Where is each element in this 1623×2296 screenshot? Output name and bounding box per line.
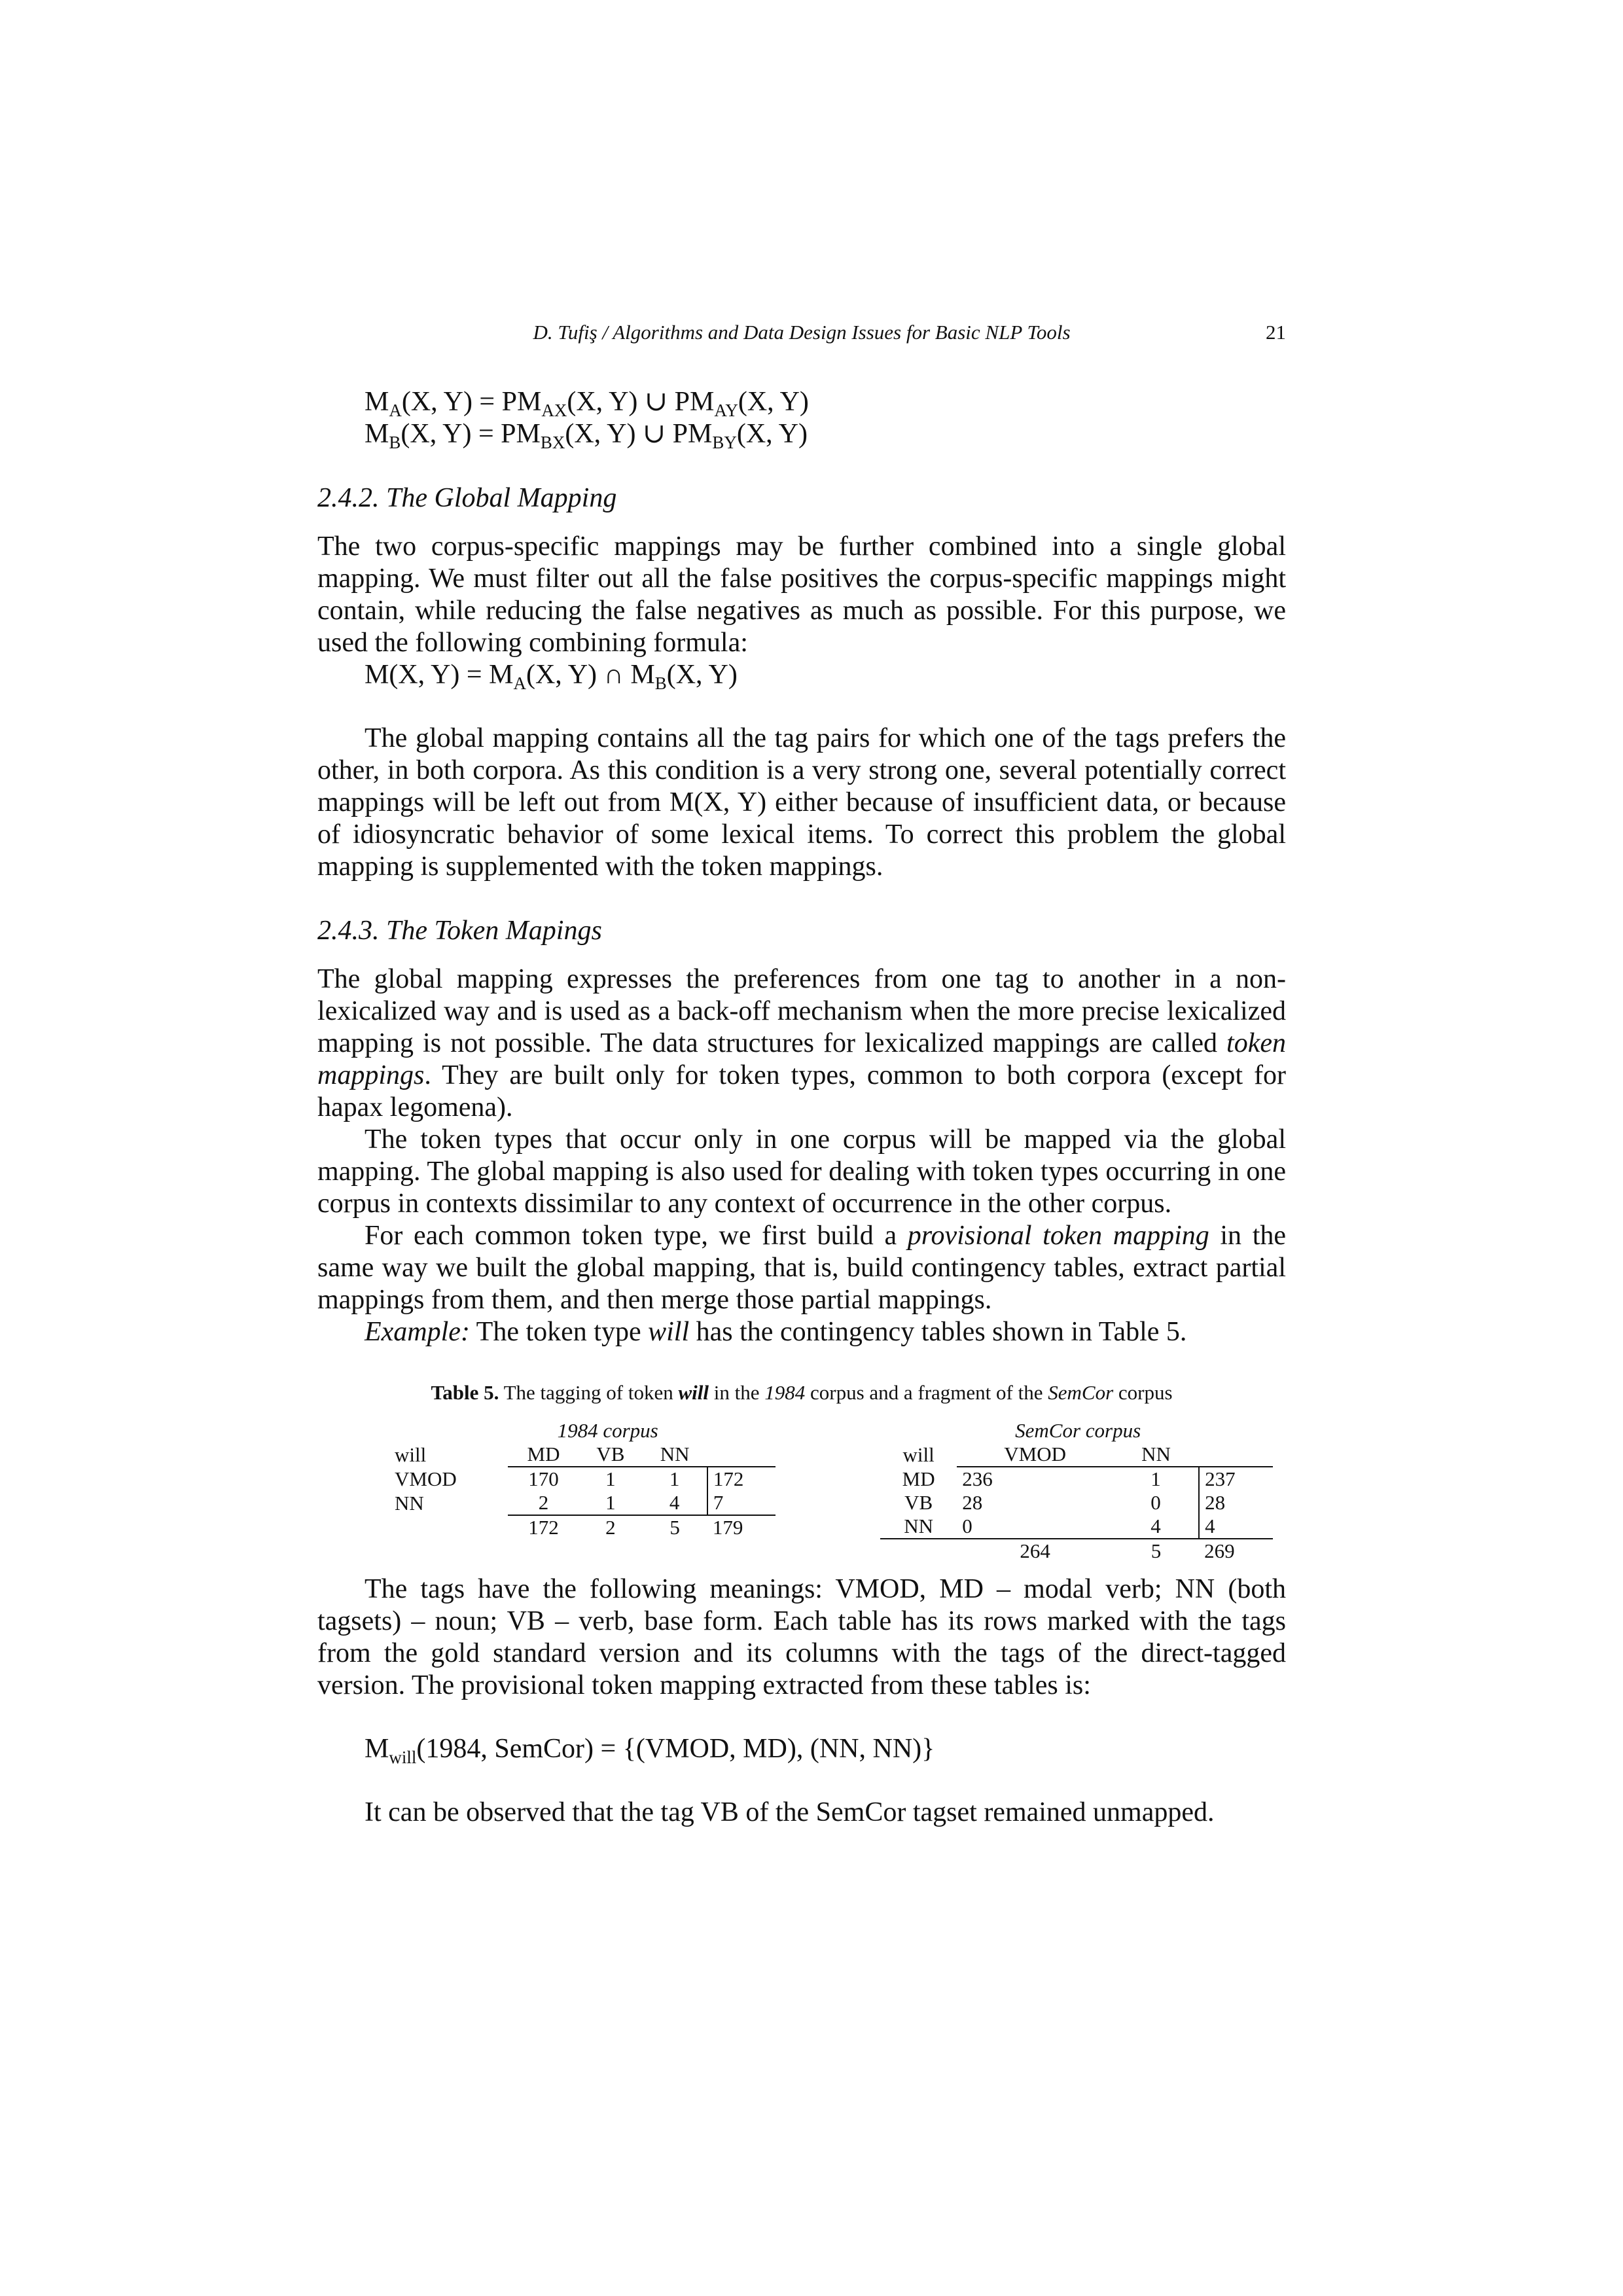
column-header: NN <box>642 1443 707 1467</box>
caption-emphasis: 1984 <box>764 1381 806 1404</box>
table-corner-label: will <box>395 1443 427 1466</box>
grand-total: 179 <box>707 1515 776 1539</box>
table-title: 1984 corpus <box>557 1419 658 1442</box>
contingency-tables <box>317 1419 1286 1562</box>
table-cell <box>1199 1419 1273 1443</box>
text-run: in the same way we built the global mapping, that is, build contingency tables, extract partial mappings from them, and then merge those partial mappings. <box>317 1221 1287 1315</box>
running-head-title: D. Tufiş / Algorithms and Data Design Issues for Basic NLP Tools <box>533 321 1071 344</box>
table-cell <box>707 1443 776 1467</box>
formula-global-mapping <box>317 659 1286 691</box>
contingency-table-1984 <box>389 1419 776 1539</box>
formula-text: M(X, Y) = M <box>365 660 514 690</box>
formula-subscript: AX <box>541 401 567 420</box>
table-row <box>880 1467 1273 1491</box>
formula-subscript: will <box>389 1748 417 1767</box>
text-run: For each common token type, we first build a <box>365 1221 908 1251</box>
table-cell <box>880 1419 957 1443</box>
table-cell <box>707 1419 776 1443</box>
row-header: VMOD <box>395 1467 457 1490</box>
table-cell: 1 <box>669 1467 680 1490</box>
formula-text: (X, Y) <box>736 419 808 449</box>
table-row-totals <box>389 1515 776 1539</box>
emphasis: token mappings <box>317 1028 1286 1090</box>
table-row <box>389 1467 776 1491</box>
page-body <box>317 386 1286 1829</box>
table-cell: 1 <box>1150 1467 1161 1490</box>
table-row <box>880 1515 1273 1539</box>
page-number: 21 <box>1266 321 1286 344</box>
table-cell: 236 <box>962 1467 993 1490</box>
paragraph: The global mapping contains all the tag pairs for which one of the tags prefers the other, in both corpora. As this condition is a very strong one, several potentially correct mappings will be left out from M(X, Y) either because of insufficient data, or because of idiosyncratic behavior of some lexical items. To correct this problem the global mapping is supplemented with the token mappings. <box>317 723 1286 882</box>
formula-subscript: B <box>389 433 401 452</box>
table-cell: 0 <box>1150 1491 1161 1514</box>
column-header: MD <box>508 1443 579 1467</box>
table-cell <box>1199 1443 1273 1467</box>
table-row <box>880 1491 1273 1515</box>
table-cell <box>880 1539 957 1563</box>
table-title: SemCor corpus <box>1015 1419 1141 1442</box>
row-header: NN <box>395 1492 424 1515</box>
emphasis: provisional token mapping <box>907 1221 1209 1251</box>
formula-text: (X, Y) ∩ M <box>526 660 655 690</box>
table-cell: 4 <box>1150 1515 1161 1537</box>
section-heading-global-mapping: 2.4.2. The Global Mapping <box>317 483 617 513</box>
formula-text: M <box>365 419 389 449</box>
paragraph <box>317 963 1286 1124</box>
column-header: VB <box>579 1443 643 1467</box>
formula-text: (X, Y) = PM <box>401 387 542 417</box>
caption-label: Table 5. <box>431 1381 499 1404</box>
grand-total: 269 <box>1199 1539 1273 1563</box>
text-run: has the contingency tables shown in Table 5. <box>689 1317 1187 1347</box>
row-total: 28 <box>1199 1491 1273 1515</box>
table-cell <box>389 1515 508 1539</box>
column-header: VMOD <box>957 1443 1113 1467</box>
table-cell: 170 <box>528 1467 559 1490</box>
row-total: 7 <box>707 1491 776 1515</box>
caption-text: The tagging of token <box>499 1381 679 1404</box>
row-header: VB <box>904 1491 933 1514</box>
column-total: 5 <box>642 1515 707 1539</box>
table-5 <box>317 1380 1286 1562</box>
section-heading-token-mappings: 2.4.3. The Token Mapings <box>317 916 602 946</box>
table-corner-label: will <box>902 1443 935 1466</box>
paragraph <box>317 1220 1286 1316</box>
formula-text: M <box>365 1734 389 1764</box>
table-row <box>389 1491 776 1515</box>
formula-text: (X, Y) = PM <box>401 419 541 449</box>
row-total: 4 <box>1199 1515 1273 1539</box>
formula-subscript: B <box>654 673 667 693</box>
text-run: . They are built only for token types, common to both corpora (except for hapax legomena). <box>317 1060 1286 1122</box>
formula-ma <box>317 386 1286 418</box>
column-header: NN <box>1113 1443 1199 1467</box>
formula-text: (X, Y) <box>738 387 809 417</box>
table-cell: 0 <box>962 1515 972 1537</box>
table-cell: 1 <box>605 1467 616 1490</box>
formula-text: (X, Y) ∪ PM <box>567 387 715 417</box>
paragraph: The tags have the following meanings: VMOD, MD – modal verb; NN (both tagsets) – noun; VB – verb, base form. Each table has its rows marked with the tags from the gold standard version and its columns with the tags of the direct-tagged version. The provisional token mapping extracted from these tables is: <box>317 1574 1286 1700</box>
column-total: 264 <box>957 1539 1113 1563</box>
formula-subscript: A <box>513 673 526 693</box>
caption-text: corpus <box>1113 1381 1173 1404</box>
formula-subscript: A <box>389 401 402 420</box>
column-total: 5 <box>1113 1539 1199 1563</box>
formula-text: (1984, SemCor) = {(VMOD, MD), (NN, NN)} <box>416 1734 935 1764</box>
emphasis: will <box>648 1317 690 1347</box>
column-total: 2 <box>579 1515 643 1539</box>
row-total: 237 <box>1199 1467 1273 1491</box>
table-cell: 2 <box>538 1491 549 1514</box>
formula-text: M <box>365 387 389 417</box>
formula-block-ma-mb <box>317 386 1286 450</box>
formula-subscript: AY <box>714 401 738 420</box>
table-caption <box>317 1380 1286 1406</box>
paragraph: The two corpus-specific mappings may be further combined into a single global mapping. We must filter out all the false positives the corpus-specific mappings might contain, while reducing the false negatives as much as possible. For this purpose, we used the following combining formula: <box>317 531 1286 658</box>
table-cell <box>389 1419 508 1443</box>
caption-emphasis: will <box>678 1381 709 1404</box>
text-run: The global mapping expresses the preferences from one tag to another in a non-lexicalized way and is used as a back-off mechanism when the more precise lexicalized mapping is not possible. The data structures for lexicalized mappings are called <box>317 964 1286 1058</box>
formula-text: (X, Y) ∪ PM <box>565 419 713 449</box>
paragraph: The token types that occur only in one corpus will be mapped via the global mapping. The global mapping is also used for dealing with token types occurring in one corpus in contexts dissimilar to any context of occurrence in the other corpus. <box>317 1124 1286 1219</box>
formula-token-mapping <box>317 1733 1286 1765</box>
table-cell: 4 <box>669 1491 680 1514</box>
formula-subscript: BY <box>712 433 737 452</box>
row-header: MD <box>902 1467 935 1490</box>
paragraph: It can be observed that the tag VB of the SemCor tagset remained unmapped. <box>365 1797 1215 1827</box>
formula-subscript: BX <box>540 433 565 452</box>
table-row-totals <box>880 1539 1273 1563</box>
table-cell: 1 <box>605 1491 616 1514</box>
contingency-table-semcor <box>880 1419 1273 1563</box>
caption-emphasis: SemCor <box>1048 1381 1114 1404</box>
formula-text: (X, Y) <box>666 660 738 690</box>
row-total: 172 <box>707 1467 776 1491</box>
column-total: 172 <box>508 1515 579 1539</box>
formula-mb <box>317 418 1286 450</box>
caption-text: in the <box>708 1381 765 1404</box>
table-cell: 28 <box>962 1491 983 1514</box>
row-header: NN <box>880 1515 957 1539</box>
text-run: The token type <box>469 1317 649 1347</box>
caption-text: corpus and a fragment of the <box>805 1381 1048 1404</box>
paragraph <box>317 1316 1286 1348</box>
emphasis: Example: <box>365 1317 470 1347</box>
